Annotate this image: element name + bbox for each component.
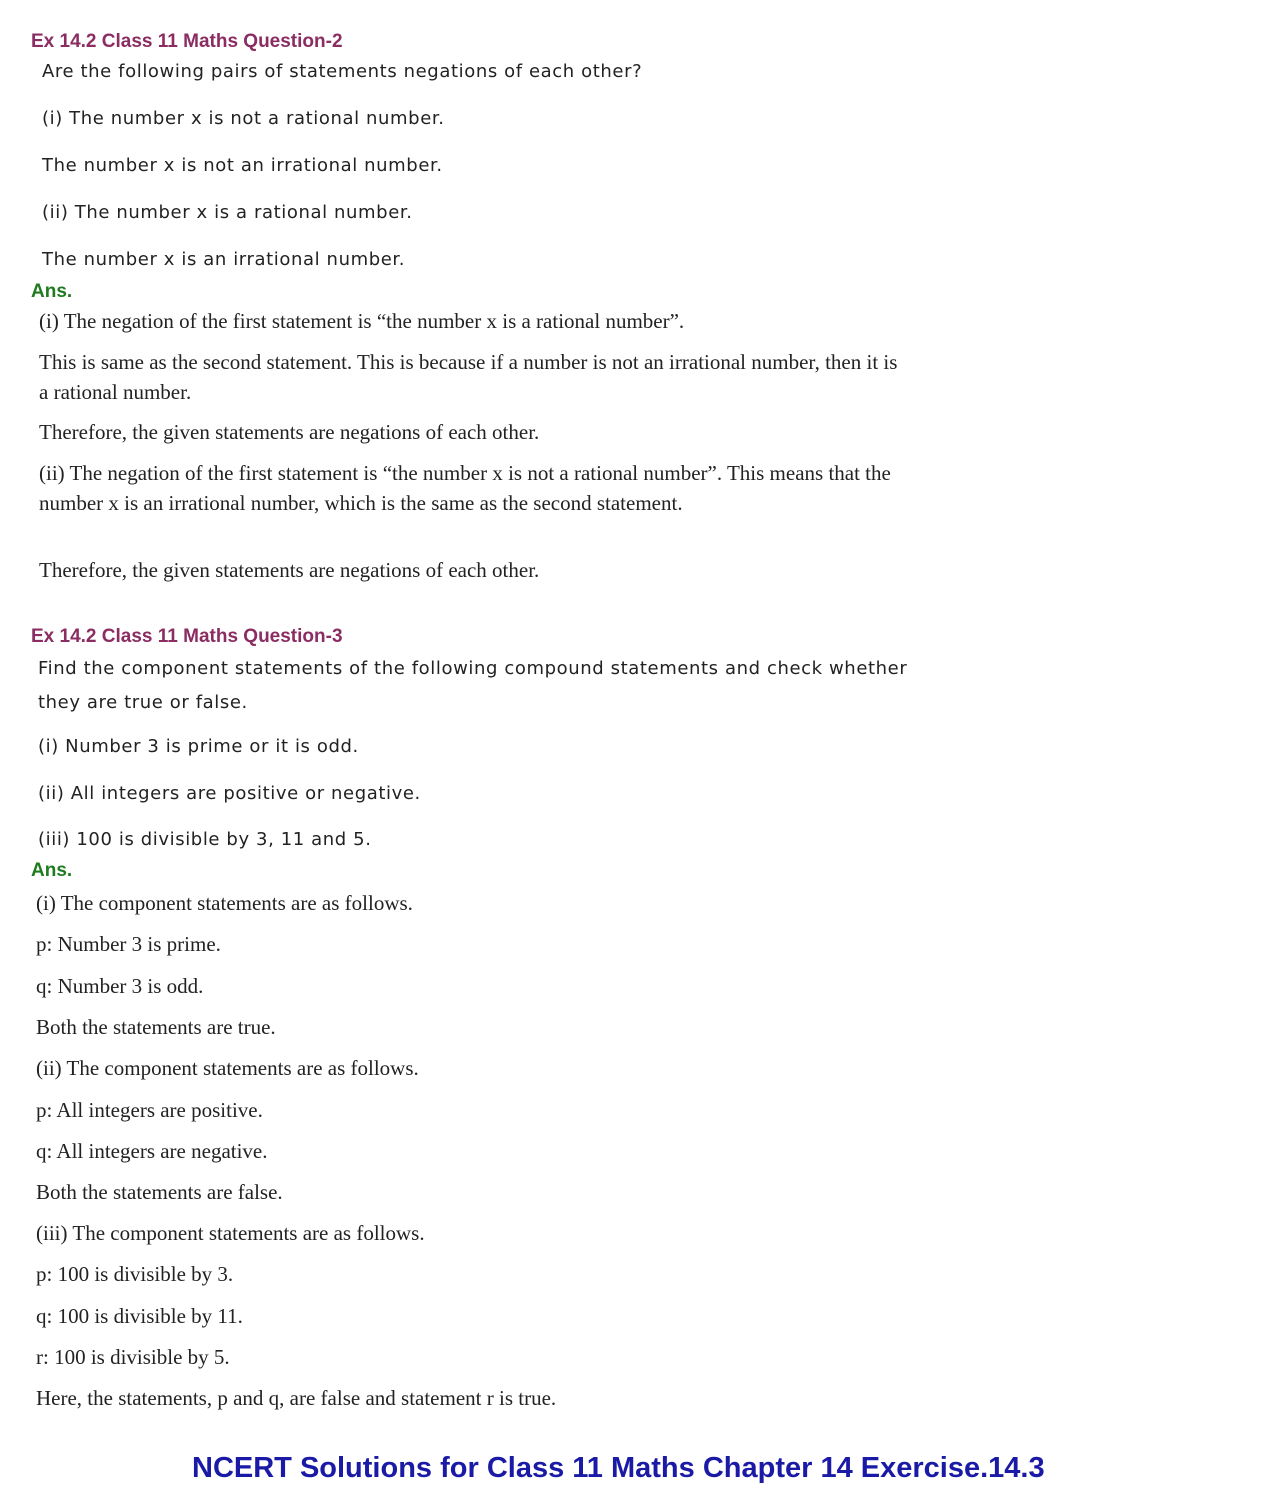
question-2-answer-1: (i) The negation of the first statement is “the number x is a rational number”. xyxy=(39,309,685,333)
question-2-line-2: The number x is not an irrational number. xyxy=(42,155,443,176)
question-2-line-4: The number x is an irrational number. xyxy=(42,249,406,270)
question-2-answer-4: (ii) The negation of the first statement is “the number x is not a rational number”. This means that the number x is an irrational number, which is the same as the second statement. xyxy=(39,461,891,515)
question-2-line-1: (i) The number x is not a rational number. xyxy=(42,108,445,129)
question-2-line-3: (ii) The number x is a rational number. xyxy=(42,202,413,223)
question-3-answer-9: (iii) The component statements are as follows. xyxy=(36,1221,425,1245)
question-3-prompt: Find the component statements of the following compound statements and check whether they are true or false. xyxy=(38,658,908,713)
question-2-ans-label: Ans. xyxy=(31,281,73,302)
question-2-title: Ex 14.2 Class 11 Maths Question-2 xyxy=(31,31,343,52)
question-3-answer-13: Here, the statements, p and q, are false and statement r is true. xyxy=(36,1386,557,1410)
question-3-title: Ex 14.2 Class 11 Maths Question-3 xyxy=(31,626,343,647)
question-2-answer-2: This is same as the second statement. This is because if a number is not an irrational number, then it is a rational number. xyxy=(39,350,898,404)
question-2-prompt: Are the following pairs of statements negations of each other? xyxy=(42,61,643,82)
question-3-answer-6: p: All integers are positive. xyxy=(36,1098,263,1122)
question-2-answer-5: Therefore, the given statements are negations of each other. xyxy=(39,558,540,582)
question-3-answer-12: r: 100 is divisible by 5. xyxy=(36,1345,230,1369)
question-3-line-3: (iii) 100 is divisible by 3, 11 and 5. xyxy=(38,829,372,850)
question-2-answer-3: Therefore, the given statements are negations of each other. xyxy=(39,420,540,444)
question-3-answer-5: (ii) The component statements are as follows. xyxy=(36,1056,419,1080)
question-3-answer-10: p: 100 is divisible by 3. xyxy=(36,1262,234,1286)
question-3-answer-7: q: All integers are negative. xyxy=(36,1139,268,1163)
question-3-answer-2: p: Number 3 is prime. xyxy=(36,932,221,956)
question-3-answer-1: (i) The component statements are as follows. xyxy=(36,891,413,915)
question-3-line-2: (ii) All integers are positive or negative. xyxy=(38,783,421,804)
question-3-ans-label: Ans. xyxy=(31,860,73,881)
next-exercise-link[interactable]: NCERT Solutions for Class 11 Maths Chapter 14 Exercise.14.3 xyxy=(192,1452,1045,1484)
question-3-answer-4: Both the statements are true. xyxy=(36,1015,276,1039)
question-3-answer-8: Both the statements are false. xyxy=(36,1180,283,1204)
question-3-answer-3: q: Number 3 is odd. xyxy=(36,974,204,998)
question-3-answer-11: q: 100 is divisible by 11. xyxy=(36,1304,243,1328)
question-3-line-1: (i) Number 3 is prime or it is odd. xyxy=(38,736,359,757)
